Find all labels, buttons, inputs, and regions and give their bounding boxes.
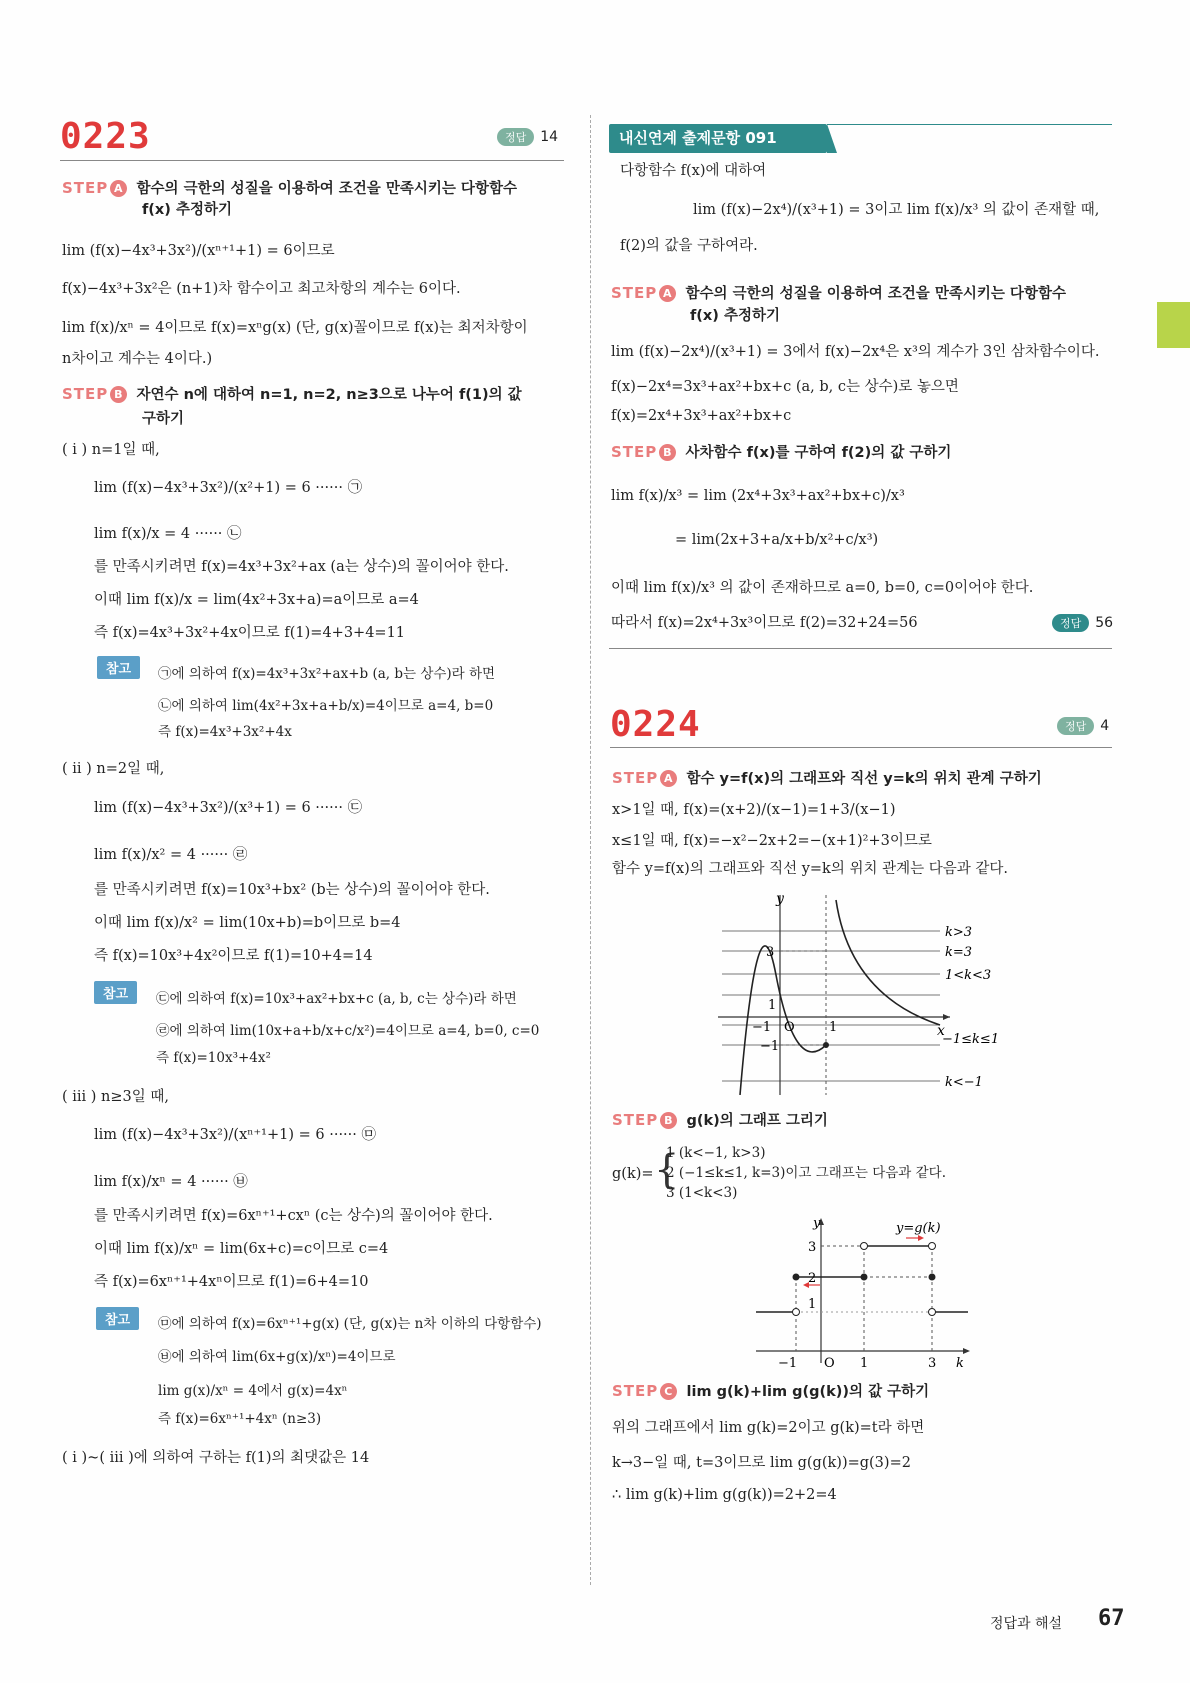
prompt-line: f(2)의 값을 구하여라. [620,238,758,254]
text-line: 즉 f(x)=10x³+4x²이므로 f(1)=10+4=14 [94,948,373,964]
step-a-0223: STEP A 함수의 극한의 성질을 이용하여 조건을 만족시키는 다항함수 [62,179,517,197]
text-line: lim f(x)/x³ = lim (2x⁴+3x³+ax²+bx+c)/x³ [611,488,905,504]
text-line: 를 만족시키려면 f(x)=4x³+3x²+ax (a는 상수)의 꼴이어야 한다. [94,559,509,575]
note-line: ㉢에 의하여 f(x)=10x³+ax²+bx+c (a, b, c는 상수)라 하면 [156,991,517,1007]
step-b-091: STEP B 사차함수 f(x)를 구하여 f(2)의 값 구하기 [611,443,952,461]
step-c-0224: STEP C lim g(k)+lim g(g(k))의 값 구하기 [612,1382,930,1400]
text-line: 즉 f(x)=4x³+3x²+4x이므로 f(1)=4+3+4=11 [94,625,406,641]
related-problem-banner: 내신연계 출제문항 091 [609,124,827,153]
note-line: 즉 f(x)=10x³+4x² [156,1050,271,1066]
text-line: lim (f(x)−4x³+3x²)/(x³+1) = 6 ······ ㉢ [94,800,363,816]
banner-rule [827,124,1112,125]
graph-g-k [756,1215,976,1370]
text-line: 즉 f(x)=6xⁿ⁺¹+4xⁿ이므로 f(1)=6+4=10 [94,1274,369,1290]
note-line: ㉡에 의하여 lim(4x²+3x+a+b/x)=4이므로 a=4, b=0 [158,698,494,714]
text-line: lim f(x)/x² = 4 ······ ㉣ [94,847,248,863]
text-line: 이때 lim f(x)/x³ 의 값이 존재하므로 a=0, b=0, c=0이어야 한다. [611,580,1034,596]
answer-badge: 정답 [497,128,534,146]
function-label: y=g(k) [896,1221,941,1236]
text-line: lim (f(x)−4x³+3x²)/(xⁿ⁺¹+1) = 6 ······ ㉤ [94,1127,376,1143]
text-line: x≤1일 때, f(x)=−x²−2x+2=−(x+1)²+3이므로 [612,833,932,849]
text-line: lim f(x)/x = 4 ······ ㉡ [94,526,242,542]
step-b-0224: STEP B g(k)의 그래프 그리기 [612,1111,828,1129]
gdef-case: 1 (k<−1, k>3) [666,1145,766,1161]
tick-neg1: −1 [778,1356,798,1370]
note-line: 즉 f(x)=4x³+3x²+4x [158,724,292,740]
text-line: lim (f(x)−4x³+3x²)/(xⁿ⁺¹+1) = 6이므로 [62,243,335,259]
answer-0223 [497,128,558,146]
note-line: ㉣에 의하여 lim(10x+a+b/x+c/x²)=4이므로 a=4, b=0, c=0 [156,1023,540,1039]
label-neg1-le-k-le-1: −1≤k≤1 [942,1032,1000,1047]
tick-1-x: 1 [829,1020,838,1035]
k-axis-label: k [956,1356,964,1370]
conclusion: ( i )~( iii )에 의하여 구하는 f(1)의 최댓값은 14 [62,1450,370,1466]
page-number: 67 [1098,1606,1125,1631]
step-a-0224: STEP A 함수 y=f(x)의 그래프와 직선 y=k의 위치 관계 구하기 [612,769,1042,787]
note-line: 즉 f(x)=6xⁿ⁺¹+4xⁿ (n≥3) [158,1411,322,1427]
label-1-lt-k-lt-3: 1<k<3 [945,968,992,983]
text-line: f(x)=2x⁴+3x³+ax²+bx+c [611,408,792,424]
gdef-case: 2 (−1≤k≤1, k=3)이고 그래프는 다음과 같다. [666,1165,946,1181]
answer-091: 정답 56 [1052,614,1113,632]
answer-value: 14 [540,129,559,145]
tick-1-k: 1 [860,1356,869,1370]
step-b-title2: 구하기 [142,411,185,427]
text-line: lim f(x)/xⁿ = 4 ······ ㉥ [94,1174,248,1190]
text-line: 이때 lim f(x)/xⁿ = lim(6x+c)=c이므로 c=4 [94,1241,389,1257]
y-axis-label: y [813,1216,821,1231]
prompt-line: lim (f(x)−2x⁴)/(x³+1) = 3이고 lim f(x)/x³ 의 값이 존재할 때, [693,202,1100,218]
label-k-eq-3: k=3 [945,945,973,960]
step-b-0223: STEP B 자연수 n에 대하여 n=1, n=2, n≥3으로 나누어 f(1)의 값 [62,385,522,403]
tick-1: 1 [768,998,777,1013]
step-a-title2: f(x) 추정하기 [690,308,780,324]
note-label: 참고 [94,981,137,1004]
text-line: 따라서 f(x)=2x⁴+3x³이므로 f(2)=32+24=56 [611,615,918,631]
tick-neg1-x: −1 [752,1020,772,1035]
note-label: 참고 [97,656,140,679]
y-axis-label: y [776,891,784,907]
case-heading: ( ii ) n=2일 때, [62,761,165,777]
note-line: lim g(x)/xⁿ = 4에서 g(x)=4xⁿ [158,1383,348,1399]
tick-2: 2 [808,1271,817,1286]
text-line: 를 만족시키려면 f(x)=6xⁿ⁺¹+cxⁿ (c는 상수)의 꼴이어야 한다. [94,1208,493,1224]
footer-label: 정답과 해설 [990,1616,1063,1632]
note-line: ㉤에 의하여 f(x)=6xⁿ⁺¹+g(x) (단, g(x)는 n차 이하의 다항함수) [158,1316,542,1332]
text-line: n차이고 계수는 4이다.) [62,351,213,367]
graph-f-and-lines [700,885,1060,1095]
text-line: k→3−일 때, t=3이므로 lim g(g(k))=g(3)=2 [612,1455,911,1471]
note-label: 참고 [96,1307,139,1330]
label-k-gt-3: k>3 [945,925,973,940]
step-a-091: STEP A 함수의 극한의 성질을 이용하여 조건을 만족시키는 다항함수 [611,284,1066,302]
text-line: ∴ lim g(k)+lim g(g(k))=2+2=4 [612,1487,837,1503]
text-line: 함수 y=f(x)의 그래프와 직선 y=k의 위치 관계는 다음과 같다. [612,861,1008,877]
text-line: x>1일 때, f(x)=(x+2)/(x−1)=1+3/(x−1) [612,802,896,818]
text-line: f(x)−2x⁴=3x³+ax²+bx+c (a, b, c는 상수)로 놓으면 [611,379,959,395]
text-line: lim (f(x)−4x³+3x²)/(x²+1) = 6 ······ ㉠ [94,480,363,496]
step-a-title2: f(x) 추정하기 [142,202,232,218]
prompt-line: 다항함수 f(x)에 대하여 [620,163,767,179]
side-tab [1157,302,1190,348]
divider [610,747,1112,748]
origin-label: O [824,1356,835,1370]
tick-3: 3 [808,1240,817,1255]
text-line: f(x)−4x³+3x²은 (n+1)차 함수이고 최고차항의 계수는 6이다. [62,281,461,297]
tick-3: 3 [766,945,775,960]
column-divider [590,115,591,1585]
text-line: lim (f(x)−2x⁴)/(x³+1) = 3에서 f(x)−2x⁴은 x³의 계수가 3인 삼차함수이다. [611,344,1100,360]
divider [609,648,1112,649]
problem-number-0224: 0224 [610,704,701,745]
gdef-lhs: g(k)= [612,1166,654,1182]
answer-0224: 정답 4 [1057,717,1109,735]
text-line: 이때 lim f(x)/x = lim(4x²+3x+a)=a이므로 a=4 [94,592,419,608]
note-line: ㉠에 의하여 f(x)=4x³+3x²+ax+b (a, b는 상수)라 하면 [158,666,496,682]
text-line: 를 만족시키려면 f(x)=10x³+bx² (b는 상수)의 꼴이어야 한다. [94,882,490,898]
tick-1: 1 [808,1297,817,1312]
text-line: = lim(2x+3+a/x+b/x²+c/x³) [675,532,879,548]
tick-3-k: 3 [928,1356,937,1370]
problem-number-0223: 0223 [60,116,151,157]
label-k-lt-neg1: k<−1 [945,1075,983,1090]
text-line: lim f(x)/xⁿ = 4이므로 f(x)=xⁿg(x) (단, g(x)꼴이므로 f(x)는 최저차항이 [62,320,528,336]
brace: { [654,1147,680,1193]
origin-label: O [784,1020,795,1035]
text-line: 이때 lim f(x)/x² = lim(10x+b)=b이므로 b=4 [94,915,401,931]
case-heading: ( i ) n=1일 때, [62,442,160,458]
case-heading: ( iii ) n≥3일 때, [62,1089,169,1105]
x-axis-label: x [937,1023,945,1039]
tick-neg1-y: −1 [760,1039,780,1054]
note-line: ㉥에 의하여 lim(6x+g(x)/xⁿ)=4이므로 [158,1349,396,1365]
text-line: 위의 그래프에서 lim g(k)=2이고 g(k)=t라 하면 [612,1420,925,1436]
gdef-case: 3 (1<k<3) [666,1185,738,1201]
divider [60,160,564,161]
